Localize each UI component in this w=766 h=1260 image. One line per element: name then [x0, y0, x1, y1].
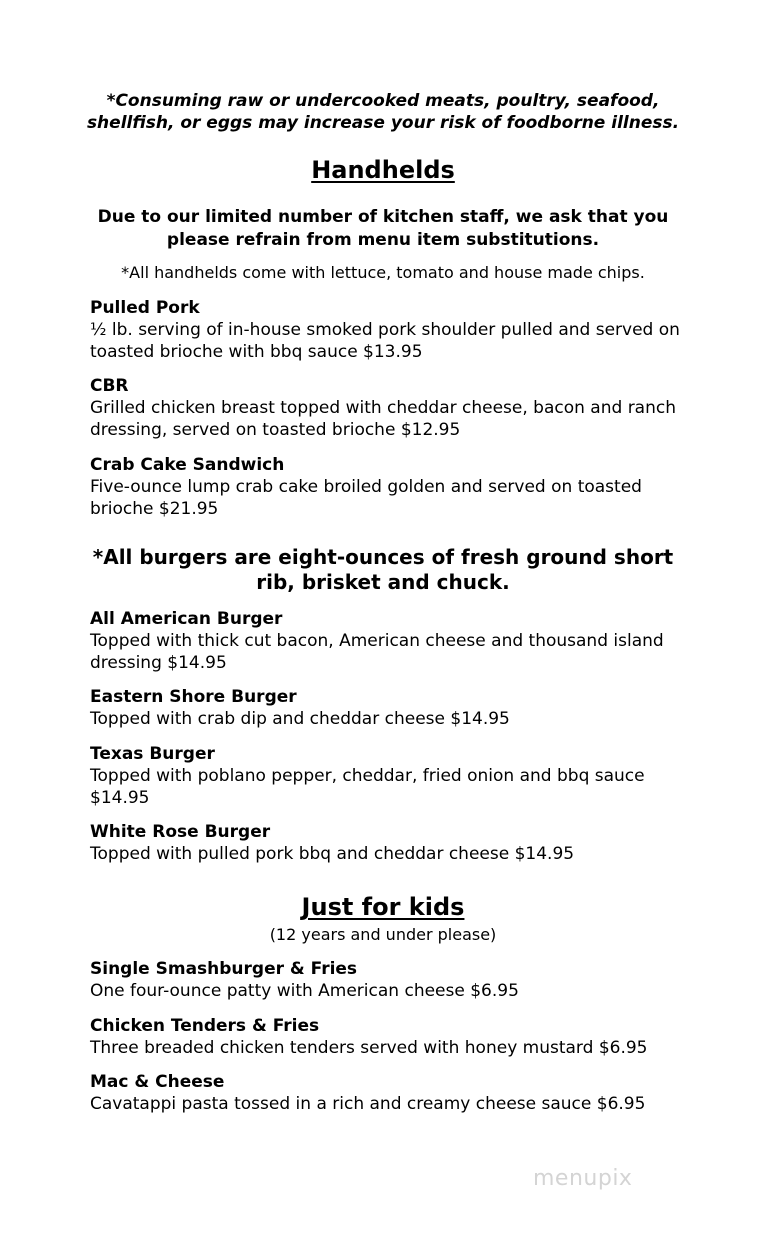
menu-item-all-american-burger — [90, 608, 690, 674]
item-description: Topped with thick cut bacon, American cheese and thousand island dressing $14.95 — [90, 631, 664, 673]
item-name: Pulled Pork — [90, 298, 200, 318]
item-name: Mac & Cheese — [90, 1072, 225, 1092]
handhelds-title: Handhelds — [311, 156, 455, 184]
item-name: Eastern Shore Burger — [90, 687, 297, 707]
kids-title: Just for kids — [301, 893, 465, 921]
item-name: Crab Cake Sandwich — [90, 455, 285, 475]
item-description: ½ lb. serving of in-house smoked pork shoulder pulled and served on toasted brioche with bbq sauce $13.95 — [90, 320, 680, 362]
menu-item-cbr — [90, 375, 690, 441]
menu-item-texas-burger — [90, 743, 690, 809]
item-name: Chicken Tenders & Fries — [90, 1016, 320, 1036]
burgers-note: *All burgers are eight-ounces of fresh ground short rib, brisket and chuck. — [92, 545, 674, 594]
menu-item-white-rose-burger — [90, 821, 690, 865]
item-name: Single Smashburger & Fries — [90, 959, 358, 979]
item-description: Five-ounce lump crab cake broiled golden and served on toasted brioche $21.95 — [90, 477, 642, 519]
substitution-notice: Due to our limited number of kitchen staff, we ask that you please refrain from menu item substitutions. — [97, 207, 669, 250]
menu-item-pulled-pork — [90, 297, 690, 363]
item-description: Topped with crab dip and cheddar cheese $14.95 — [90, 709, 510, 729]
kids-subtitle: (12 years and under please) — [269, 925, 497, 944]
menu-item-crab-cake-sandwich — [90, 454, 690, 520]
item-description: Cavatappi pasta tossed in a rich and creamy cheese sauce $6.95 — [90, 1094, 646, 1114]
menu-item-mac-and-cheese — [90, 1071, 690, 1115]
menu-item-chicken-tenders — [90, 1015, 690, 1059]
menu-item-single-smashburger — [90, 958, 690, 1002]
item-description: Grilled chicken breast topped with cheddar cheese, bacon and ranch dressing, served on toasted brioche $12.95 — [90, 398, 676, 440]
item-name: CBR — [90, 376, 129, 396]
item-description: Topped with pulled pork bbq and cheddar cheese $14.95 — [90, 844, 575, 864]
watermark: menupix — [533, 1166, 633, 1191]
item-description: Three breaded chicken tenders served with honey mustard $6.95 — [90, 1038, 648, 1058]
food-safety-warning: *Consuming raw or undercooked meats, poultry, seafood, shellfish, or eggs may increase your risk of foodborne illness. — [86, 91, 680, 133]
item-description: Topped with poblano pepper, cheddar, fried onion and bbq sauce $14.95 — [90, 766, 645, 808]
item-name: All American Burger — [90, 609, 283, 629]
menu-item-eastern-shore-burger — [90, 686, 690, 730]
handhelds-note: *All handhelds come with lettuce, tomato and house made chips. — [121, 263, 645, 282]
item-description: One four-ounce patty with American cheese $6.95 — [90, 981, 519, 1001]
item-name: Texas Burger — [90, 744, 215, 764]
item-name: White Rose Burger — [90, 822, 271, 842]
